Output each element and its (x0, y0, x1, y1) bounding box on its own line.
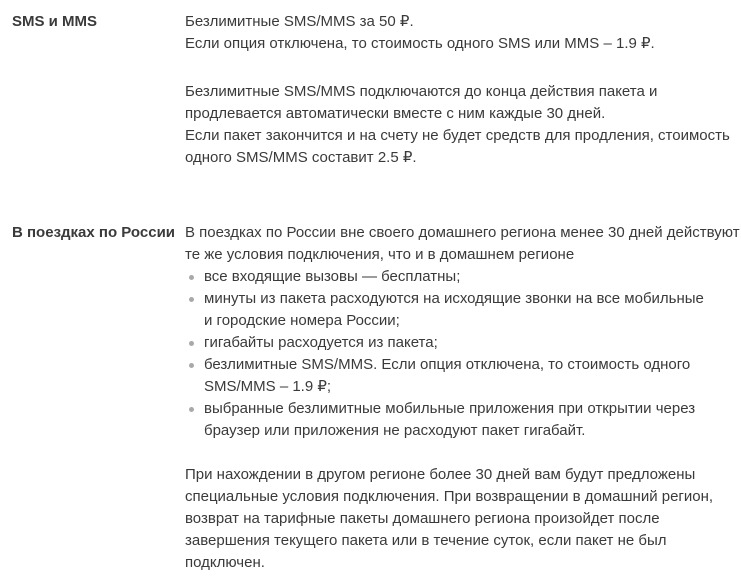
text-line: SMS/MMS – 1.9 ₽; (204, 378, 332, 395)
text-line: все входящие вызовы — бесплатны; (204, 268, 461, 285)
text-line: завершения текущего пакета или в течение суток, если пакет не был (185, 532, 667, 549)
paragraph-travel-long-stay (185, 464, 741, 574)
text-line: те же условия подключения, что и в домашнем регионе (185, 246, 575, 263)
section-content-sms-mms (185, 11, 741, 169)
section-content-travel-russia (185, 222, 741, 574)
text-line: подключен. (185, 554, 265, 571)
bullet-icon (189, 363, 194, 368)
text-line: гигабайты расходуется из пакета; (204, 334, 438, 351)
text-line: браузер или приложения не расходуют пакет гигабайт. (204, 422, 586, 439)
text-line: выбранные безлимитные мобильные приложения при открытии через (204, 400, 696, 417)
text-line: Безлимитные SMS/MMS за 50 ₽. (185, 13, 414, 30)
paragraph-sms-renewal (185, 81, 741, 169)
bullet-icon (189, 341, 194, 346)
text-line: минуты из пакета расходуются на исходящие звонки на все мобильные (204, 290, 704, 307)
list-item-text (204, 288, 704, 332)
text-line: возврат на тарифные пакеты домашнего региона произойдет после (185, 510, 660, 527)
section-sms-mms (12, 11, 741, 169)
text-line: Если опция отключена, то стоимость одного SMS или MMS – 1.9 ₽. (185, 35, 655, 52)
list-item-text (204, 266, 460, 288)
list-item-unlimited-apps (185, 398, 741, 442)
list-item-text (204, 332, 438, 354)
text-line: В поездках по России вне своего домашнего региона менее 30 дней действуют (185, 224, 740, 241)
travel-conditions-list (185, 266, 741, 442)
list-item-text (204, 354, 690, 398)
list-item-sms-mms (185, 354, 741, 398)
bullet-icon (189, 407, 194, 412)
paragraph-sms-price (185, 11, 741, 55)
text-line: и городские номера России; (204, 312, 400, 329)
paragraph-travel-intro (185, 222, 741, 266)
section-label-travel-russia: В поездках по России (12, 224, 176, 241)
text-line: Если пакет закончится и на счету не будет средств для продления, стоимость (185, 127, 730, 144)
bullet-icon (189, 297, 194, 302)
text-line: продлевается автоматически вместе с ним каждые 30 дней. (185, 105, 606, 122)
list-item-minutes (185, 288, 741, 332)
text-line: безлимитные SMS/MMS. Если опция отключена, то стоимость одного (204, 356, 691, 373)
text-line: специальные условия подключения. При возвращении в домашний регион, (185, 488, 714, 505)
section-travel-russia (12, 222, 741, 574)
bullet-icon (189, 275, 194, 280)
list-item-gigabytes (185, 332, 741, 354)
text-line: Безлимитные SMS/MMS подключаются до конца действия пакета и (185, 83, 658, 100)
text-line: одного SMS/MMS составит 2.5 ₽. (185, 149, 417, 166)
list-item-text (204, 398, 695, 442)
list-item-incoming-calls (185, 266, 741, 288)
section-label-sms-mms: SMS и MMS (12, 13, 98, 30)
text-line: При нахождении в другом регионе более 30 дней вам будут предложены (185, 466, 696, 483)
